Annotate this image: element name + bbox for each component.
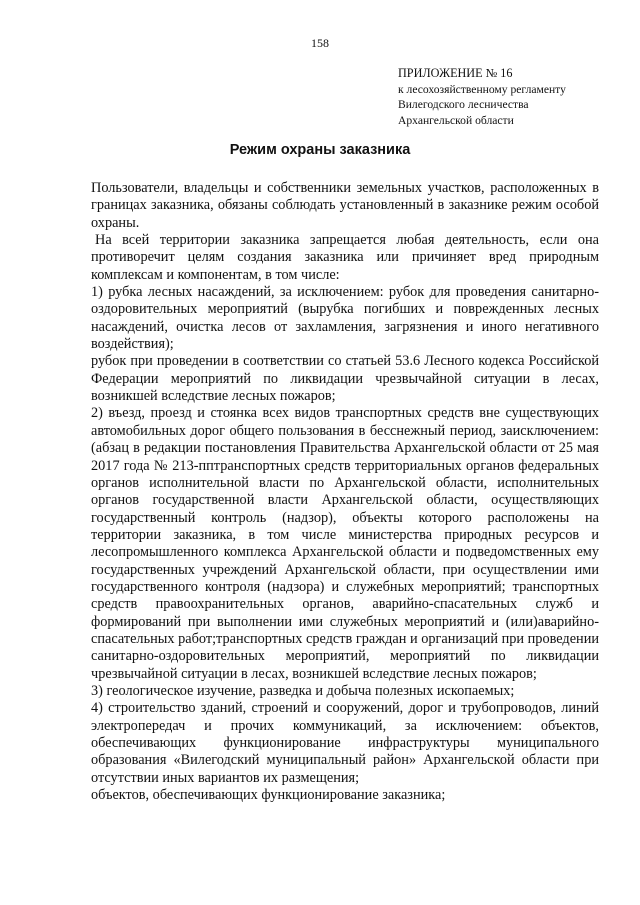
paragraph: 2) въезд, проезд и стоянка всех видов транспортных средств вне существующих автомобильных дорог общего пользования в бесснежный период, заисключением:(абзац в редакции постановления Правительства Архангельской области от 25 мая 2017 года № 213-пптранспортных средств территориальных органов федеральных органов исполнительной власти по Архангельской области, исполнительных органов государственной власти Архангельской области, осуществляющих государственный контроль (надзор), объекты которого расположены на территории заказника, в том числе министерства природных ресурсов и лесопромышленного комплекса Архангельской области и подведомственных ему государственных учреждений Архангельской области, при осуществлении ими государственного контроля (надзора) и служебных мероприятий; транспортных средств правоохранительных органов, аварийно-спасательных служб и формирований при выполнении ими служебных мероприятий и (или)аварийно-спасательных работ;транспортных средств граждан и организаций при проведении санитарно-оздоровительных мероприятий, мероприятий по ликвидации чрезвычайной ситуации в лесах, возникшей вследствие лесных пожаров; — [91, 405, 599, 682]
appendix-title: ПРИЛОЖЕНИЕ № 16 — [398, 66, 513, 80]
paragraph: 4) строительство зданий, строений и сооружений, дорог и трубопроводов, линий электропередач и прочих коммуникаций, за исключением: объектов, обеспечивающих функционирование инфраструктуры муниципального образования «Вилегодский муниципальный район» Архангельской области при отсутствии иных вариантов их размещения; — [91, 700, 599, 786]
page-number: 158 — [311, 36, 329, 50]
document-body — [91, 180, 599, 804]
paragraph: На всей территории заказника запрещается любая деятельность, если она противоречит целям создания заказника или причиняет вред природным комплексам и компонентам, в том числе: — [91, 232, 599, 283]
appendix-line: к лесохозяйственному регламенту — [398, 82, 566, 96]
appendix-line: Архангельской области — [398, 113, 514, 127]
paragraph: 1) рубка лесных насаждений, за исключением: рубок для проведения санитарно-оздоровительных мероприятий (вырубка погибших и поврежденных лесных насаждений, очистка лесов от захламления, загрязнения и иного негативного воздействия); — [91, 284, 599, 353]
document-title: Режим охраны заказника — [229, 142, 411, 158]
paragraph: Пользователи, владельцы и собственники земельных участков, расположенных в границах заказника, обязаны соблюдать установленный в заказнике режим особой охраны. — [91, 180, 599, 231]
paragraph: рубок при проведении в соответствии со статьей 53.6 Лесного кодекса Российской Федерации мероприятий по ликвидации чрезвычайной ситуации в лесах, возникшей вследствие лесных пожаров; — [91, 353, 599, 405]
appendix-header — [398, 66, 630, 128]
paragraph: объектов, обеспечивающих функционирование заказника; — [91, 787, 446, 804]
appendix-line: Вилегодского лесничества — [398, 98, 529, 111]
paragraph: 3) геологическое изучение, разведка и добыча полезных ископаемых; — [91, 682, 515, 699]
